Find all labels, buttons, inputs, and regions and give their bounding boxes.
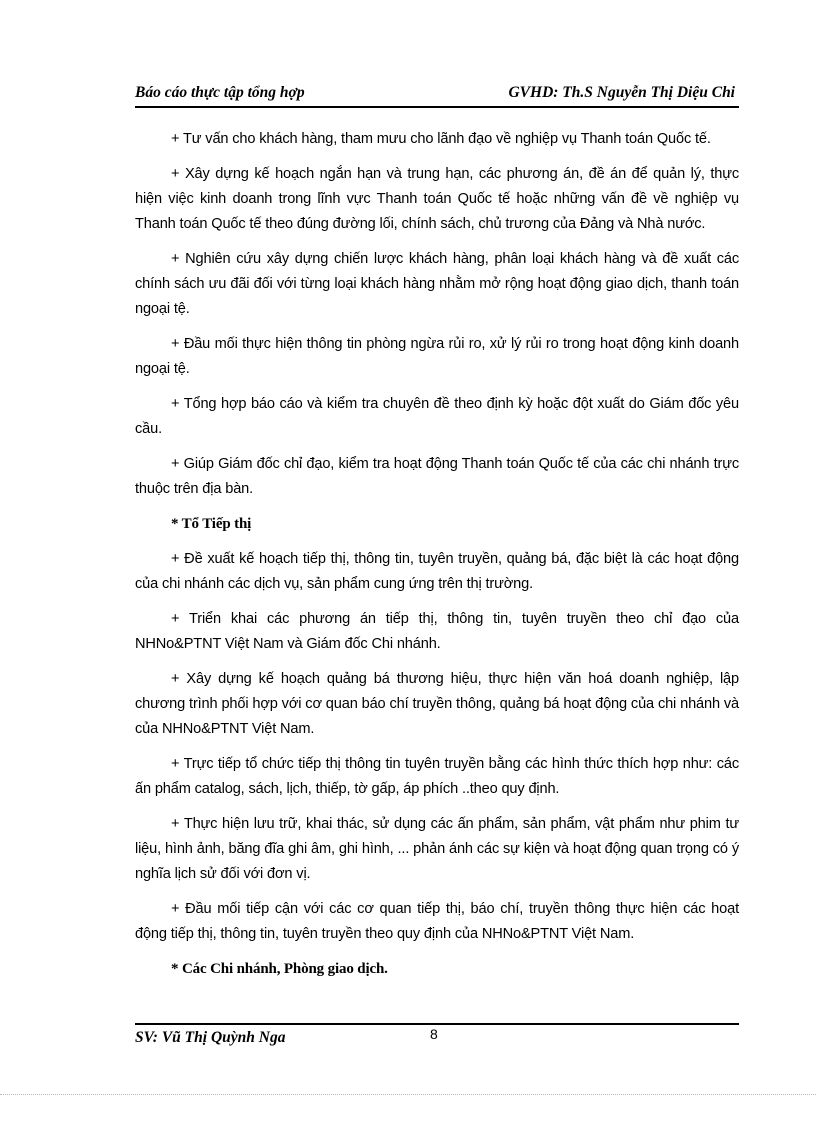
page-bottom-border	[0, 1094, 816, 1095]
paragraph: + Tư vấn cho khách hàng, tham mưu cho lãnh đạo về nghiệp vụ Thanh toán Quốc tế.	[171, 131, 711, 147]
page-number: 8	[430, 1026, 438, 1042]
paragraph: + Triển khai các phương án tiếp thị, thông tin, tuyên truyền theo chỉ đạo của NHNo&PTNT Việt Nam và Giám đốc Chi nhánh.	[135, 611, 739, 652]
paragraph: + Trực tiếp tổ chức tiếp thị thông tin tuyên truyền bằng các hình thức thích hợp như: các ấn phẩm catalog, sách, lịch, thiếp, tờ gấp, áp phích ..theo quy định.	[135, 756, 739, 797]
paragraph: + Nghiên cứu xây dựng chiến lược khách hàng, phân loại khách hàng và đề xuất các chính sách ưu đãi đối với từng loại khách hàng nhằm mở rộng hoạt động giao dịch, thanh toán ngoại tệ.	[135, 251, 739, 317]
paragraph: + Thực hiện lưu trữ, khai thác, sử dụng các ấn phẩm, sản phẩm, vật phẩm như phim tư liệu, hình ảnh, băng đĩa ghi âm, ghi hình, ... phản ánh các sự kiện và hoạt động quan trọng có ý nghĩa lịch sử đối với đơn vị.	[135, 816, 739, 882]
paragraph: + Đầu mối thực hiện thông tin phòng ngừa rủi ro, xử lý rủi ro trong hoạt động kinh doanh ngoại tệ.	[135, 336, 739, 377]
section-heading-marketing: * Tổ Tiếp thị	[171, 516, 252, 532]
paragraph: + Đầu mối tiếp cận với các cơ quan tiếp thị, báo chí, truyền thông thực hiện các hoạt động tiếp thị, thông tin, tuyên truyền theo quy định của NHNo&PTNT Việt Nam.	[135, 901, 739, 942]
student-name: SV: Vũ Thị Quỳnh Nga	[135, 1029, 286, 1046]
supervisor-name: GVHD: Th.S Nguyễn Thị Diệu Chi	[508, 84, 735, 101]
paragraph: + Xây dựng kế hoạch quảng bá thương hiệu, thực hiện văn hoá doanh nghiệp, lập chương trình phối hợp với cơ quan báo chí truyền thông, quảng bá hoạt động của chi nhánh và của NHNo&PTNT Việt Nam.	[135, 671, 739, 737]
report-title: Báo cáo thực tập tổng hợp	[135, 84, 305, 101]
paragraph: + Tổng hợp báo cáo và kiểm tra chuyên đề theo định kỳ hoặc đột xuất do Giám đốc yêu cầu.	[135, 396, 739, 437]
paragraph: + Đề xuất kế hoạch tiếp thị, thông tin, tuyên truyền, quảng bá, đặc biệt là các hoạt động của chi nhánh các dịch vụ, sản phẩm cung ứng trên thị trường.	[135, 551, 739, 592]
document-body	[135, 127, 739, 992]
paragraph: + Giúp Giám đốc chỉ đạo, kiểm tra hoạt động Thanh toán Quốc tế của các chi nhánh trực thuộc trên địa bàn.	[135, 456, 739, 497]
footer-divider	[135, 1023, 739, 1025]
section-heading-branches: * Các Chi nhánh, Phòng giao dịch.	[171, 961, 388, 977]
page-header	[135, 80, 739, 108]
paragraph: + Xây dựng kế hoạch ngắn hạn và trung hạn, các phương án, đề án để quản lý, thực hiện việc kinh doanh trong lĩnh vực Thanh toán Quốc tế hoặc những vấn đề về nghiệp vụ Thanh toán Quốc tế theo đúng đường lối, chính sách, chủ trương của Đảng và Nhà nước.	[135, 166, 739, 232]
